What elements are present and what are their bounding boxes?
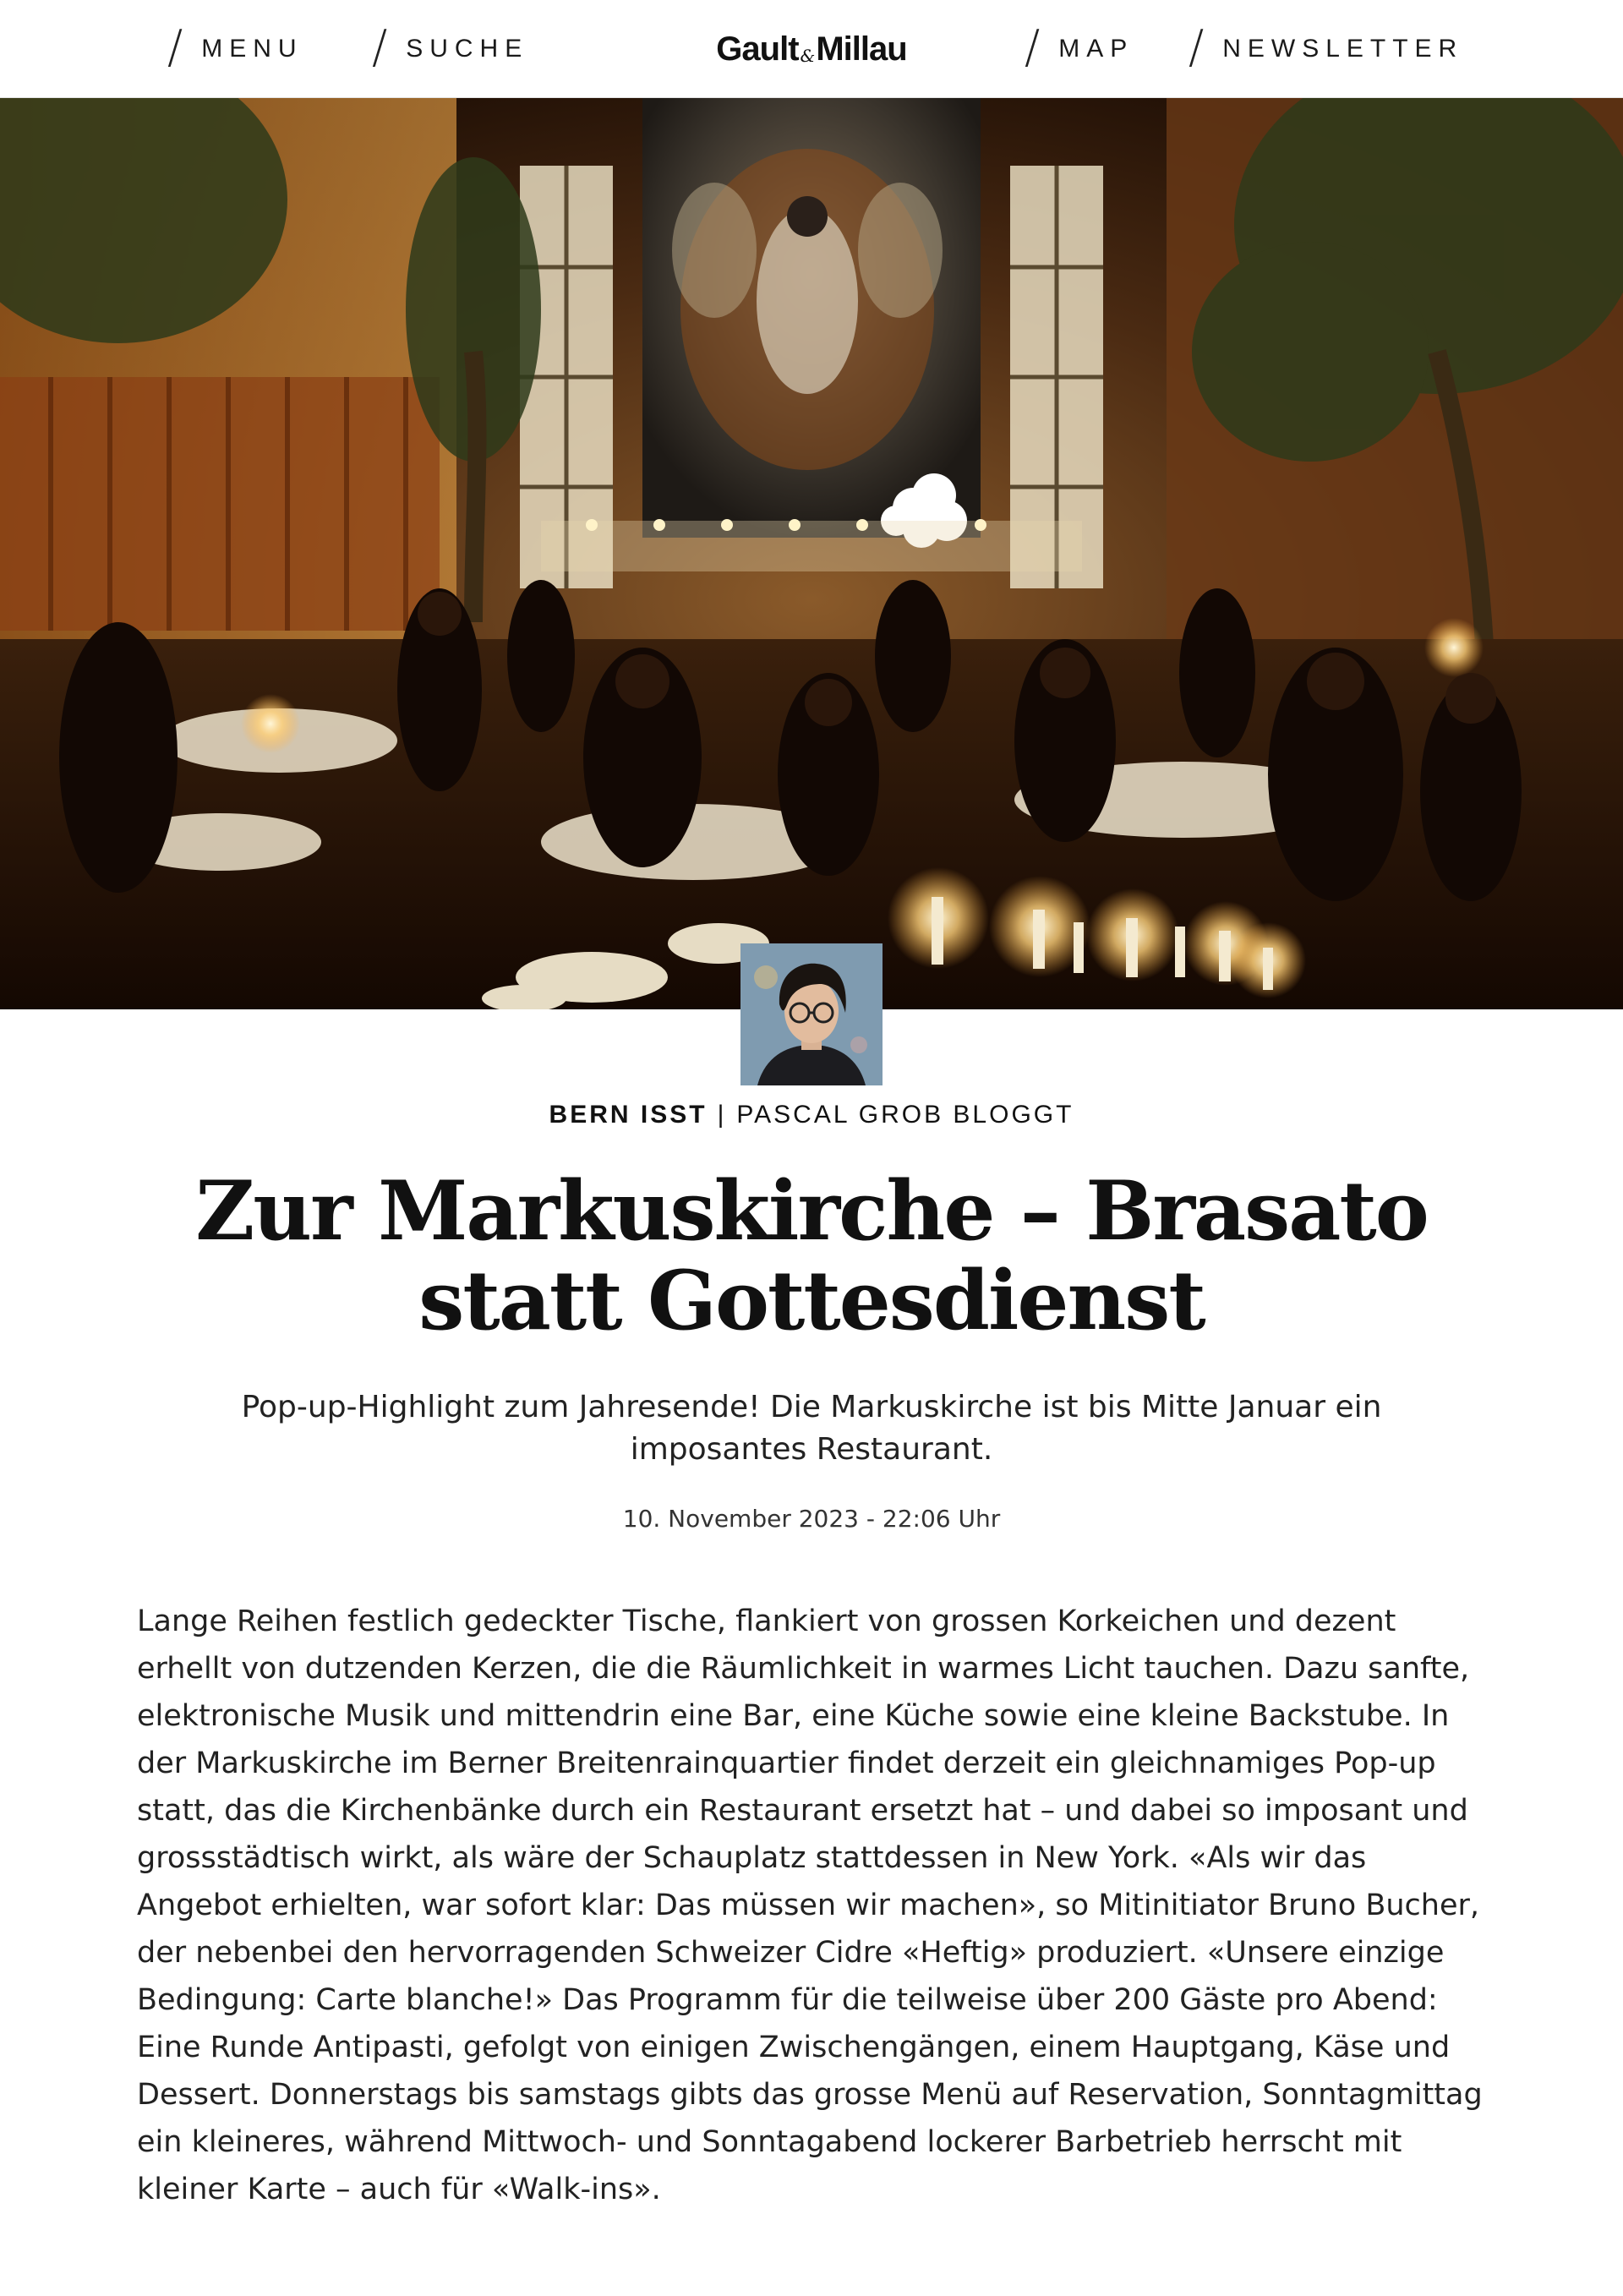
slash-icon: / xyxy=(1189,20,1205,74)
article-lead: Pop-up-Highlight zum Jahresende! Die Markuskirche ist bis Mitte Januar ein imposantes Restaurant. xyxy=(241,1390,1382,1467)
article-category xyxy=(0,1101,1623,1129)
newsletter-button[interactable] xyxy=(1189,20,1464,74)
slash-icon: / xyxy=(1025,20,1041,74)
slash-icon: / xyxy=(372,20,388,74)
site-header xyxy=(0,0,1623,98)
category-label[interactable]: BERN ISST xyxy=(549,1101,708,1129)
slash-icon: / xyxy=(167,20,183,74)
map-label: MAP xyxy=(1058,35,1134,63)
article-date: 10. November 2023 - 22:06 Uhr xyxy=(622,1505,1001,1533)
church-restaurant-photo xyxy=(0,98,1623,1009)
menu-button[interactable] xyxy=(167,20,303,74)
hero-image xyxy=(0,98,1623,1009)
article-body: Lange Reihen festlich gedeckter Tische, flankiert von grossen Korkeichen und dezent erhellt von dutzenden Kerzen, die die Räumlichkeit in warmes Licht tauchen. Dazu sanfte, elektronische Musik und mittendrin eine Bar, eine Küche sowie eine kleine Backstube. In der Markuskirche im Berner Breitenrainquartier findet derzeit ein gleichnamiges Pop-up statt, das die Kirchenbänke durch ein Restaurant ersetzt hat – und dabei so imposant und grossstädtisch wirkt, als wäre der Schauplatz stattdessen in New York. «Als wir das Angebot erhielten, war sofort klar: Das müssen wir machen», so Mitinitiator Bruno Bucher, der nebenbei den hervorragenden Schweizer Cidre «Heftig» produziert. «Unsere einzige Bedingung: Carte blanche!» Das Programm für die teilweise über 200 Gäste pro Abend: Eine Runde Antipasti, gefolgt von einigen Zwischengängen, einem Hauptgang, Käse und Dessert. Donnerstags bis samstags gibts das grosse Menü auf Reservation, Sonntagmittag ein kleineres, während Mittwoch- und Sonntagabend lockerer Barbetrieb herrscht mit kleiner Karte – auch für «Walk-ins». xyxy=(137,1604,1483,2206)
article-title: Zur Markuskirche – Brasato statt Gottesdienst xyxy=(195,1163,1428,1348)
search-label: SUCHE xyxy=(406,35,529,63)
logo-text-left: Gault xyxy=(716,30,799,68)
search-button[interactable] xyxy=(372,20,529,74)
author-line[interactable]: PASCAL GROB BLOGGT xyxy=(736,1101,1074,1129)
newsletter-label: NEWSLETTER xyxy=(1222,35,1464,63)
site-logo[interactable] xyxy=(642,25,981,73)
logo-ampersand: & xyxy=(800,46,815,66)
category-separator: | xyxy=(717,1101,727,1129)
author-avatar[interactable] xyxy=(740,943,883,1085)
map-button[interactable] xyxy=(1025,20,1134,74)
author-portrait xyxy=(740,943,883,1085)
menu-label: MENU xyxy=(201,35,303,63)
logo-text-right: Millau xyxy=(816,30,907,68)
